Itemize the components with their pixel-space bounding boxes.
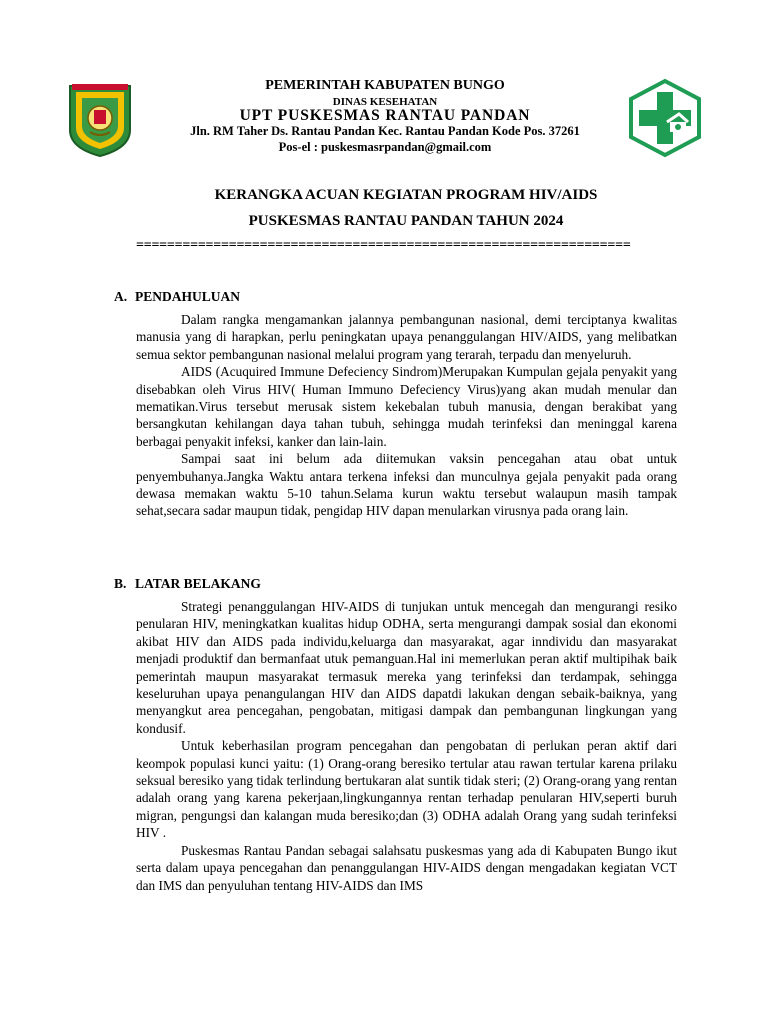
document-title-line-1: KERANGKA ACUAN KEGIATAN PROGRAM HIV/AIDS	[214, 187, 598, 203]
letterhead-address: Jln. RM Taher Ds. Rantau Pandan Kec. Rantau Pandan Kode Pos. 37261	[190, 124, 580, 138]
letterhead-unit: UPT PUSKESMAS RANTAU PANDAN	[239, 107, 531, 124]
paragraph: Sampai saat ini belum ada diitemukan vaksin pencegahan atau obat untuk penyembuhanya.Jangka Waktu antara terkena infeksi dan munculnya gejala penyakit pada orang dewasa memakan waktu 5-10 tahun.Selama kurun waktu tersebut walaupun masih tampak sehat,secara sadar maupun tidak, pengidap HIV dapan menularkan virusnya pada orang lain.	[136, 451, 677, 519]
paragraph: AIDS (Acuquired Immune Defeciency Sindrom)Merupakan Kumpulan gejala penyakit yang disebabkan oleh Virus HIV( Human Immuno Defeciency Virus)yang akan mudah menular dan mematikan.Virus tersebut merusak sistem kekebalan tubuh manusia, dengan berakibat yang bersangkutan kehilangan daya tahan tubuh, sehingga mudah terinfeksi dan meninggal karena berbagai penyakit infeksi, kanker dan lain-lain.	[136, 364, 677, 449]
section-body-latar-belakang	[136, 598, 677, 894]
section-title: LATAR BELAKANG	[135, 576, 261, 591]
section-letter: A.	[114, 289, 128, 304]
section-body-pendahuluan	[136, 311, 677, 520]
letterhead-email: Pos-el : puskesmasrpandan@gmail.com	[278, 140, 492, 154]
section-letter: B.	[114, 576, 127, 591]
paragraph: Strategi penanggulangan HIV-AIDS di tunjukan untuk mencegah dan mengurangi resiko penularan HIV, meningkatkan kualitas hidup ODHA, serta mengurangi dampak sosial dan ekonomi akibat HIV dan AIDS pada individu,keluarga dan masyarakat, agar inndividu dan masyarakat menjadi produktif dan bermanfaat utuk pemanguan.Hal ini memerlukan peran aktif multipihak baik pemerintah maupun masyarakat termasuk mereka yang terinfeksi dan terdampak, sehingga keseluruhan upaya penangulangan HIV dan AIDS dapatdi lakukan dengan sebaik-baiknya, yang menyangkut area pencegahan, pengobatan, mitigasi dampak dan pembangunan lingkungan yang kondusif.	[136, 599, 677, 736]
bungo-regency-emblem-icon	[66, 82, 134, 158]
puskesmas-cross-logo-icon	[626, 78, 704, 158]
paragraph: Dalam rangka mengamankan jalannya pembangunan nasional, demi terciptanya kwalitas manusia yang di harapkan, perlu peningkatan upaya penanggulangan HIV/AIDS, yang melibatkan semua sektor pembangunan nasional melalui program yang terarah, terpadu dan menyeluruh.	[136, 312, 677, 362]
document-title-line-2: PUSKESMAS RANTAU PANDAN TAHUN 2024	[248, 213, 564, 229]
section-heading-latar-belakang	[114, 576, 261, 592]
section-heading-pendahuluan	[114, 289, 240, 305]
title-separator: ================================================================	[136, 238, 631, 253]
paragraph: Puskesmas Rantau Pandan sebagai salahsatu puskesmas yang ada di Kabupaten Bungo ikut serta dalam upaya pencegahan dan penanggulangan HIV-AIDS dengan mengadakan kegiatan VCT dan IMS dan penyuluhan tentang HIV-AIDS dan IMS	[136, 842, 677, 893]
letterhead-department: DINAS KESEHATAN	[332, 96, 438, 108]
letterhead-government: PEMERINTAH KABUPATEN BUNGO	[265, 78, 505, 93]
paragraph: Untuk keberhasilan program pencegahan dan pengobatan di perlukan peran aktif dari keompok populasi kunci yaitu: (1) Orang-orang beresiko tertular atau rawan tertular karena prilaku seksual beresiko yang tidak terlindung bertukaran alat suntik tidak steri; (2) Orang-orang yang rentan adalah orang yang karena pekerjaan,lingkungannya rentan terhadap penularan HIV,seperti buruh migran, pengungsi dan kalangan muda beresiko;dan (3) ODHA adalah Orang yang sudah terinfeksi HIV .	[136, 738, 677, 841]
section-title: PENDAHULUAN	[135, 289, 241, 304]
